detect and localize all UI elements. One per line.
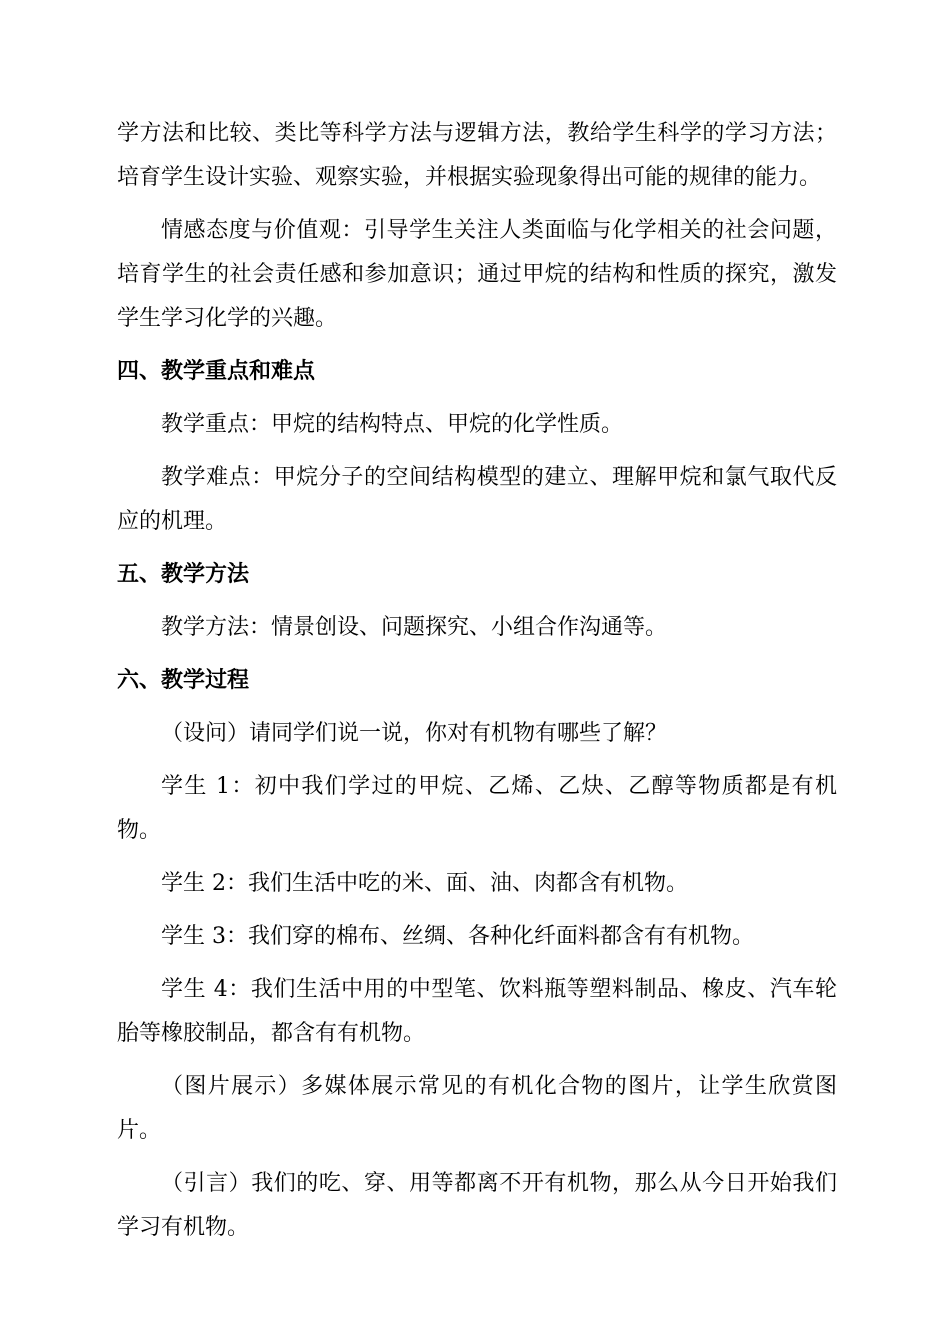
- paragraph-emotional-attitude: 情感态度与价值观：引导学生关注人类面临与化学相关的社会问题，培育学生的社会责任感和参加意识；通过甲烷的结构和性质的探究，激发学生学习化学的兴趣。: [117, 218, 837, 331]
- paragraph-student-2: 学生 2：我们生活中吃的米、面、油、肉都含有机物。: [161, 871, 688, 896]
- heading-teaching-method: 五、教学方法: [117, 562, 250, 587]
- paragraph-student-3: 学生 3：我们穿的棉布、丝绸、各种化纤面料都含有有机物。: [161, 924, 754, 949]
- heading-key-points: 四、教学重点和难点: [117, 359, 316, 384]
- paragraph-student-1: 学生 1：初中我们学过的甲烷、乙烯、乙炔、乙醇等物质都是有机物。: [117, 774, 837, 843]
- paragraph-teaching-focus: 教学重点：甲烷的结构特点、甲烷的化学性质。: [161, 412, 624, 437]
- paragraph-methods-continued: 学方法和比较、类比等科学方法与逻辑方法，教给学生科学的学习方法；培育学生设计实验、观察实验，并根据实验现象得出可能的规律的能力。: [117, 121, 837, 190]
- paragraph-student-4: 学生 4：我们生活中用的中型笔、饮料瓶等塑料制品、橡皮、汽车轮胎等橡胶制品，都含有有机物。: [117, 977, 837, 1046]
- paragraph-introduction: （引言）我们的吃、穿、用等都离不开有机物，那么从今日开始我们学习有机物。: [117, 1171, 837, 1240]
- paragraph-teaching-difficulty: 教学难点：甲烷分子的空间结构模型的建立、理解甲烷和氯气取代反应的机理。: [117, 465, 837, 534]
- document-page: [117, 112, 837, 1259]
- paragraph-picture-display: （图片展示）多媒体展示常见的有机化合物的图片，让学生欣赏图片。: [117, 1074, 837, 1143]
- paragraph-question: （设问）请同学们说一说，你对有机物有哪些了解？: [161, 721, 668, 746]
- paragraph-teaching-method: 教学方法：情景创设、问题探究、小组合作沟通等。: [161, 615, 668, 640]
- heading-teaching-process: 六、教学过程: [117, 668, 250, 693]
